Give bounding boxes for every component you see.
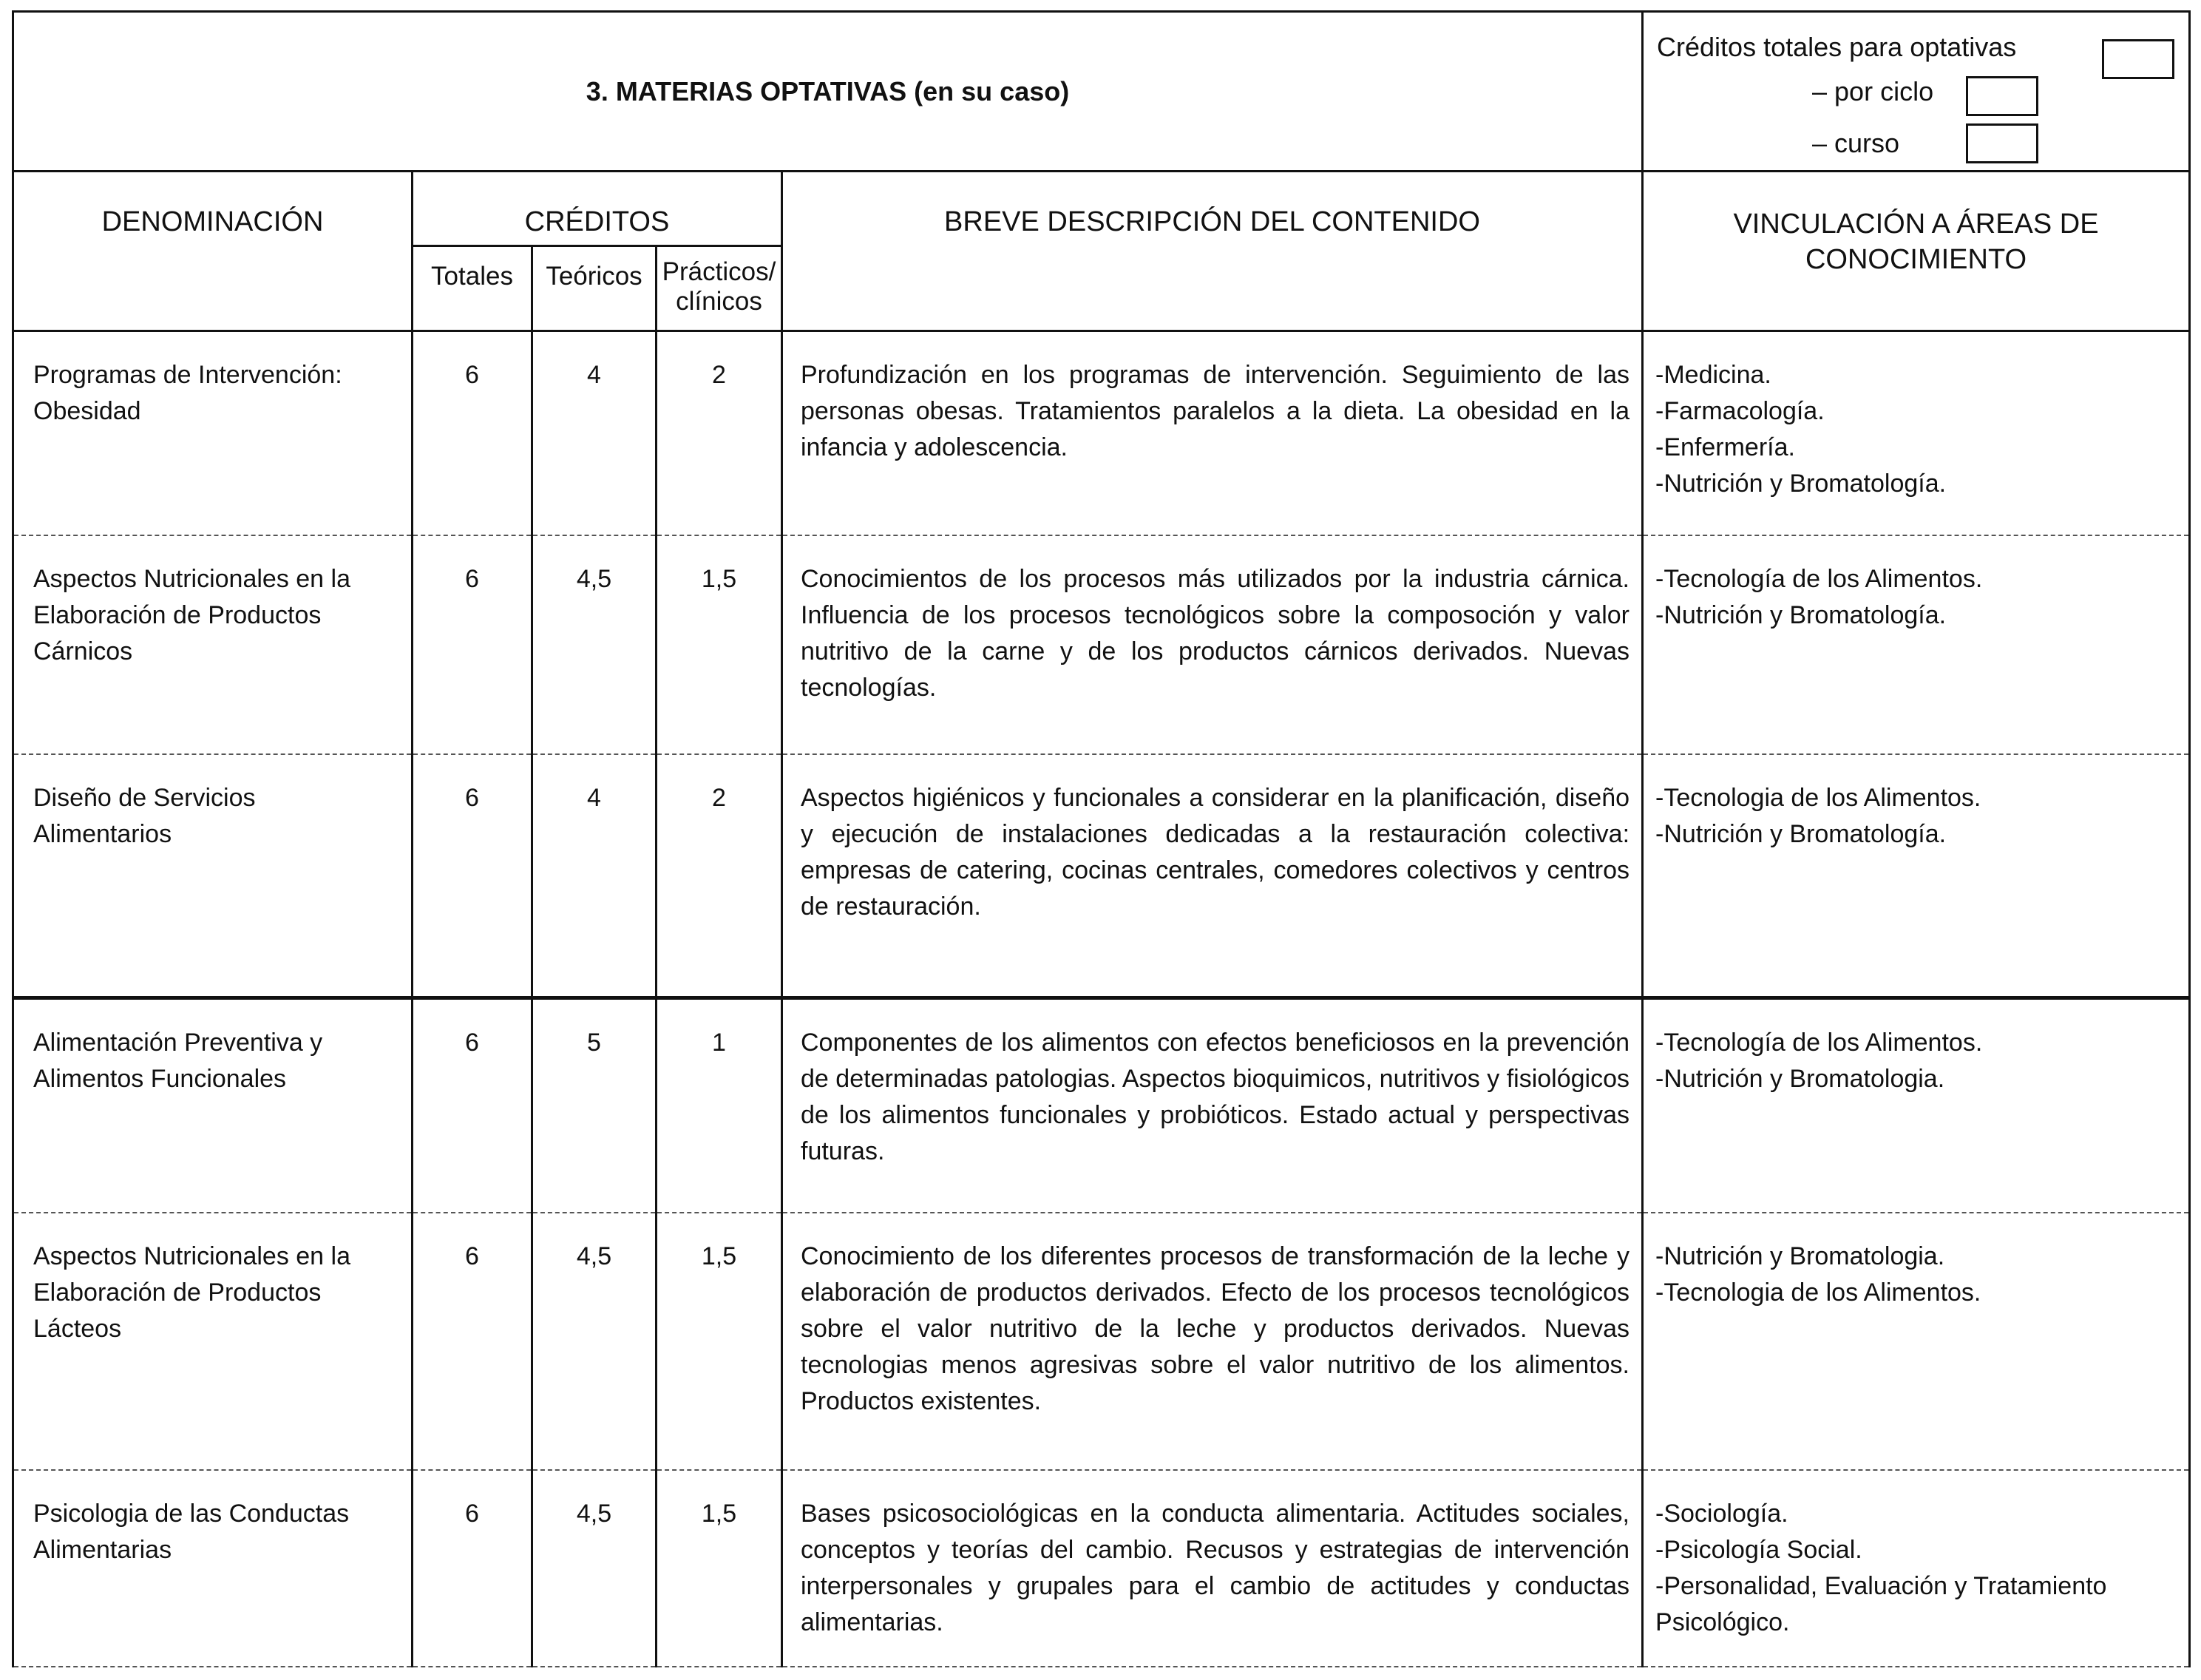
header-theoretical: Teóricos — [532, 246, 657, 331]
credits-practical: 1,5 — [657, 1213, 782, 1470]
area-item: -Tecnologia de los Alimentos. — [1655, 1278, 1981, 1307]
per-cycle-input[interactable] — [1966, 76, 2038, 116]
subject-name: Alimentación Preventiva y Alimentos Funcionales — [13, 998, 413, 1213]
area-item: -Nutrición y Bromatología. — [1655, 470, 1947, 498]
credits-totals: 6 — [413, 1470, 532, 1667]
area-item: -Nutrición y Bromatología. — [1655, 819, 1947, 848]
subject-description: Conocimiento de los diferentes procesos de transformación de la leche y elaboración de productos derivados. Efecto de los procesos tecnológicos sobre el valor nutritivo de la leche y productos derivados. Nuevas tecnologias menos agresivas sobre el valor nutritivo de los alimentos. Productos existentes. — [782, 1213, 1643, 1470]
header-totals: Totales — [413, 246, 532, 331]
credits-practical: 2 — [657, 331, 782, 535]
knowledge-areas — [1643, 998, 2190, 1213]
credits-totals: 6 — [413, 331, 532, 535]
column-header-row — [13, 172, 2190, 246]
header-denomination: DENOMINACIÓN — [13, 172, 413, 331]
header-practical: Prácticos/ clínicos — [657, 246, 782, 331]
table-row — [13, 535, 2190, 754]
credits-theoretical: 4 — [532, 331, 657, 535]
credits-totals: 6 — [413, 998, 532, 1213]
total-credits-input[interactable] — [2102, 39, 2174, 79]
area-item: -Medicina. — [1655, 361, 1771, 389]
knowledge-areas — [1643, 1470, 2190, 1667]
area-item: -Nutrición y Bromatología. — [1655, 600, 1947, 629]
credits-theoretical: 4,5 — [532, 535, 657, 754]
subject-name: Psicologia de las Conductas Alimentarias — [13, 1470, 413, 1667]
per-cycle-label: – por ciclo — [1812, 76, 1934, 106]
credits-practical: 1,5 — [657, 535, 782, 754]
area-item: -Farmacología. — [1655, 397, 1825, 425]
section-header-row — [13, 12, 2190, 172]
knowledge-areas — [1643, 535, 2190, 754]
per-course-input[interactable] — [1966, 123, 2038, 163]
total-credits-label: Créditos totales para optativas — [1657, 32, 2017, 62]
subject-description: Conocimientos de los procesos más utilizados por la industria cárnica. Influencia de los procesos tecnológicos sobre la composoción y valor nutritivo de la carne y de los productos cárnicos derivados. Nuevas tecnologías. — [782, 535, 1643, 754]
subject-description: Componentes de los alimentos con efectos beneficiosos en la prevención de determinadas patologias. Aspectos bioquimicos, nutritivos y fisiológicos de los alimentos funcionales y probióticos. Estado actual y perspectivas futuras. — [782, 998, 1643, 1213]
credits-totals: 6 — [413, 535, 532, 754]
subject-name: Programas de Intervención: Obesidad — [13, 331, 413, 535]
subject-name: Aspectos Nutricionales en la Elaboración de Productos Cárnicos — [13, 535, 413, 754]
area-item: -Sociología. — [1655, 1499, 1788, 1528]
credits-totals: 6 — [413, 1213, 532, 1470]
table-row — [13, 754, 2190, 998]
area-item: -Tecnología de los Alimentos. — [1655, 564, 1983, 593]
header-description: BREVE DESCRIPCIÓN DEL CONTENIDO — [782, 172, 1643, 331]
subject-name: Aspectos Nutricionales en la Elaboración de Productos Lácteos — [13, 1213, 413, 1470]
table-row — [13, 331, 2190, 535]
credits-practical: 1,5 — [657, 1470, 782, 1667]
header-areas: VINCULACIÓN A ÁREAS DE CONOCIMIENTO — [1643, 172, 2190, 331]
per-course-label: – curso — [1812, 128, 1900, 158]
knowledge-areas — [1643, 331, 2190, 535]
optional-subjects-table — [12, 10, 2191, 1667]
table-row — [13, 1213, 2190, 1470]
credits-theoretical: 5 — [532, 998, 657, 1213]
knowledge-areas — [1643, 1213, 2190, 1470]
area-item: -Psicología Social. — [1655, 1535, 1862, 1564]
credits-totals: 6 — [413, 754, 532, 998]
area-item: -Nutrición y Bromatologia. — [1655, 1065, 1945, 1093]
credits-theoretical: 4 — [532, 754, 657, 998]
header-credits: CRÉDITOS — [413, 172, 782, 246]
optional-credits-box — [1643, 12, 2190, 172]
table-row — [13, 1470, 2190, 1667]
area-item: -Personalidad, Evaluación y Tratamiento Psicológico. — [1655, 1571, 2107, 1636]
area-item: -Nutrición y Bromatologia. — [1655, 1242, 1945, 1270]
subject-name: Diseño de Servicios Alimentarios — [13, 754, 413, 998]
credits-practical: 2 — [657, 754, 782, 998]
form-page — [12, 10, 2188, 1674]
table-row — [13, 998, 2190, 1213]
subject-description: Aspectos higiénicos y funcionales a considerar en la planificación, diseño y ejecución de instalaciones dedicadas a la restauración colectiva: empresas de catering, cocinas centrales, comedores colectivos y centros de restauración. — [782, 754, 1643, 998]
credits-practical: 1 — [657, 998, 782, 1213]
knowledge-areas — [1643, 754, 2190, 998]
area-item: -Enfermería. — [1655, 433, 1795, 461]
credits-theoretical: 4,5 — [532, 1213, 657, 1470]
section-title: 3. MATERIAS OPTATIVAS (en su caso) — [13, 12, 1643, 172]
subject-description: Profundización en los programas de intervención. Seguimiento de las personas obesas. Tratamientos paralelos a la dieta. La obesidad en la infancia y adolescencia. — [782, 331, 1643, 535]
credits-theoretical: 4,5 — [532, 1470, 657, 1667]
subject-description: Bases psicosociológicas en la conducta alimentaria. Actitudes sociales, conceptos y teorías del cambio. Recusos y estrategias de intervención interpersonales y grupales para el cambio de actitudes y conductas alimentarias. — [782, 1470, 1643, 1667]
area-item: -Tecnologia de los Alimentos. — [1655, 783, 1981, 812]
area-item: -Tecnología de los Alimentos. — [1655, 1029, 1983, 1057]
